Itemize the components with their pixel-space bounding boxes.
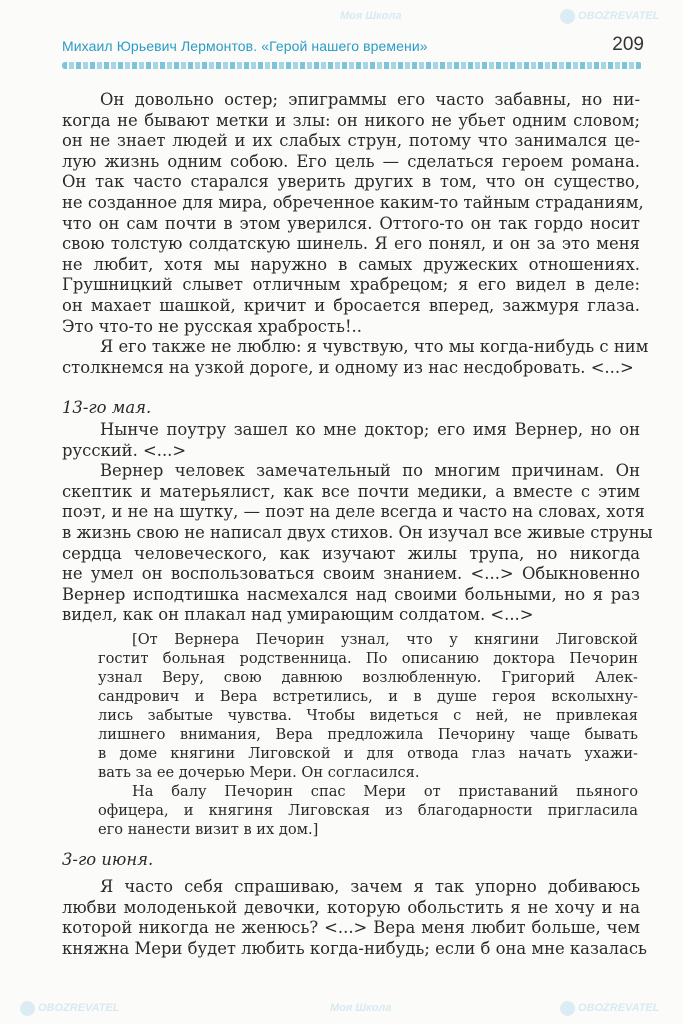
text-line: офицера, и княгиня Лиговская из благодарности пригласила [98, 802, 638, 819]
text-line: узнал Веру, свою давнюю возлюбленную. Григорий Алек- [98, 669, 638, 686]
section-3-text [62, 877, 647, 959]
text-line: которой никогда не женюсь? <...> Вера меня любит больше, чем [62, 918, 640, 938]
text-line: он махает шашкой, кричит и бросается вперед, зажмуря глаза. [62, 295, 640, 315]
watermark: OBOZREVATEL [560, 1000, 659, 1017]
text-line: Это что-то не русская храбрость!.. [62, 316, 362, 336]
book-title-header: Михаил Юрьевич Лермонтов. «Герой нашего времени» [62, 38, 428, 54]
diary-date-13-may: 13-го мая. [62, 398, 152, 417]
text-line: лую жизнь одним собою. Его цель — сделаться героем романа. [62, 151, 640, 171]
editorial-summary [98, 630, 638, 839]
watermark: OBOZREVATEL [20, 1000, 119, 1017]
text-line: столкнемся на узкой дороге, и одному из нас несдобровать. <...> [62, 357, 634, 377]
text-line: Он довольно остер; эпиграммы его часто забавны, но ни- [100, 90, 640, 109]
text-line: не умел он воспользоваться своим знанием. <...> Обыкновенно [62, 564, 640, 584]
text-line: княжна Мери будет любить когда-нибудь; если б она мне казалась [62, 938, 647, 958]
text-line: когда не бывают метки и злы: он никого не убьет одним словом; [62, 110, 640, 130]
text-line: русский. <...> [62, 440, 187, 460]
text-line: Вернер человек замечательный по многим причинам. Он [100, 461, 640, 481]
text-line: свою толстую солдатскую шинель. Я его понял, и он за это меня [62, 234, 640, 254]
text-line: его нанести визит в их дом.] [98, 821, 319, 838]
text-line: лишнего внимания, Вера предложила Печорину чаще бывать [98, 726, 638, 743]
page-number: 209 [612, 34, 644, 55]
text-line: он не знает людей и их слабых струн, потому что занимался це- [62, 131, 640, 151]
text-line: На балу Печорин спас Мери от приставаний пьяного [132, 783, 638, 800]
text-line: [От Вернера Печорин узнал, что у княгини Лиговской [132, 631, 638, 648]
text-line: сандрович и Вера встретились, и в душе героя всколыхну- [98, 688, 638, 705]
diary-date-3-june: 3-го июня. [62, 850, 154, 869]
watermark: Моя Школа [340, 10, 402, 22]
text-line: Я его также не люблю: я чувствую, что мы когда-нибудь с ним [100, 337, 649, 357]
running-header [62, 34, 644, 58]
text-line: в доме княгини Лиговской и для отвода глаз начать ухажи- [98, 745, 638, 762]
text-line: Грушницкий слывет отличным храбрецом; я его видел в деле: [62, 275, 640, 295]
text-line: сердца человеческого, как изучают жилы трупа, но никогда [62, 543, 640, 563]
text-line: Он так часто старался уверить других в том, что он существо, [62, 172, 640, 192]
text-line: не любит, хотя мы наружно в самых дружеских отношениях. [62, 254, 640, 274]
text-line: Я часто себя спрашиваю, зачем я так упорно добиваюсь [100, 877, 640, 896]
text-line: в жизнь свою не написал двух стихов. Он изучал все живые струны [62, 522, 653, 542]
text-line: поэт, и не на шутку, — поэт на деле всегда и часто на словах, хотя [62, 502, 645, 522]
decorative-ornament-divider [62, 62, 642, 69]
watermark: OBOZREVATEL [560, 8, 659, 25]
text-line: гостит больная родственница. По описанию доктора Печорин [98, 650, 638, 667]
text-line: не созданное для мира, обреченное каким-то тайным страданиям, [62, 192, 644, 212]
text-line: лись забытые чувства. Чтобы видеться с ней, не привлекая [98, 707, 638, 724]
text-line: что он сам почти в этом уверился. Оттого-то он так гордо носит [62, 213, 640, 233]
text-line: Нынче поутру зашел ко мне доктор; его имя Вернер, но он [100, 420, 640, 439]
text-line: скептик и матерьялист, как все почти медики, а вместе с этим [62, 481, 640, 501]
section-2-text [62, 420, 653, 626]
watermark: Моя Школа [330, 1002, 392, 1014]
section-1-text [62, 90, 649, 378]
text-line: любви молоденькой девочки, которую обольстить я не хочу и на [62, 897, 640, 917]
text-line: видел, как он плакал над умирающим солдатом. <...> [62, 605, 534, 625]
text-line: вать за ее дочерью Мери. Он согласился. [98, 764, 420, 781]
text-line: Вернер исподтишка насмехался над своими больными, но я раз [62, 584, 640, 604]
